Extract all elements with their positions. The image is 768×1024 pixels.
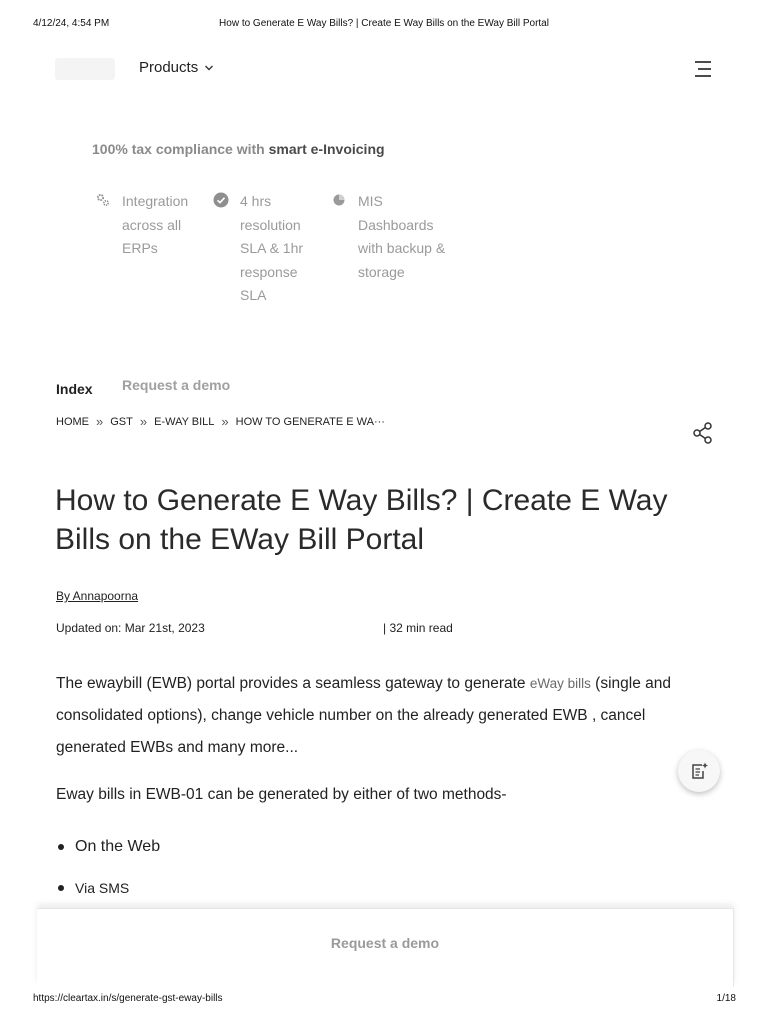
- breadcrumb-home[interactable]: HOME: [56, 415, 89, 428]
- print-url: https://cleartax.in/s/generate-gst-eway-bills: [33, 993, 223, 1004]
- updated-date: Updated on: Mar 21st, 2023: [56, 621, 205, 635]
- request-demo-button[interactable]: Request a demo: [330, 935, 440, 951]
- breadcrumb-separator: »: [221, 414, 229, 429]
- feature-sla: 4 hrs resolution SLA & 1hr response SLA: [240, 193, 304, 304]
- gears-icon: [96, 193, 110, 207]
- promo-text: 100% tax compliance with: [92, 141, 269, 157]
- breadcrumb-current: HOW TO GENERATE E WA···: [235, 415, 385, 428]
- notes-fab-button[interactable]: [678, 750, 720, 792]
- breadcrumb-separator: »: [139, 414, 148, 429]
- index-tab[interactable]: Index: [56, 381, 93, 397]
- page-title: How to Generate E Way Bills? | Create E Way Bills on the EWay Bill Portal: [55, 484, 668, 556]
- bullet-dot: [58, 885, 64, 891]
- intro-paragraph: [56, 668, 676, 764]
- products-menu[interactable]: [139, 59, 214, 76]
- breadcrumb-gst[interactable]: GST: [110, 415, 133, 428]
- list-item-text: Via SMS: [75, 880, 130, 896]
- promo-highlight: smart e-Invoicing: [268, 141, 385, 157]
- breadcrumb: [56, 414, 385, 429]
- feature-mis: MIS Dashboards with backup & storage: [358, 193, 446, 280]
- promo-headline: [92, 141, 385, 157]
- hamburger-menu-icon[interactable]: [692, 60, 714, 78]
- notes-sparkle-icon: [689, 761, 709, 781]
- intro-text-end: (single and consolidated options), change vehicle number on the already generated EWB , cancel generated EWBs and many more...: [56, 675, 671, 756]
- feature-integration: Integration across all ERPs: [122, 193, 189, 257]
- methods-list: [56, 835, 160, 900]
- print-date: 4/12/24, 4:54 PM: [33, 18, 110, 29]
- breadcrumb-separator: »: [96, 414, 104, 429]
- list-item-text: On the Web: [75, 838, 161, 855]
- site-logo[interactable]: [55, 58, 115, 80]
- intro-text-start: The ewaybill (EWB) portal provides a seamless gateway to generate: [56, 675, 530, 692]
- author-link[interactable]: By Annapoorna: [56, 589, 139, 603]
- print-title: How to Generate E Way Bills? | Create E Way Bills on the EWay Bill Portal: [219, 18, 549, 29]
- bullet-dot: [58, 844, 64, 850]
- list-item: [56, 876, 160, 900]
- chevron-down-icon: [204, 63, 214, 73]
- methods-paragraph: Eway bills in EWB-01 can be generated by either of two methods-: [56, 786, 507, 803]
- read-time: | 32 min read: [383, 621, 453, 635]
- eway-bills-link[interactable]: eWay bills: [529, 676, 591, 691]
- list-item: [56, 835, 160, 859]
- check-circle-icon: [213, 192, 229, 208]
- breadcrumb-eway-bill[interactable]: E-WAY BILL: [154, 415, 215, 428]
- print-page-number: 1/18: [716, 993, 736, 1004]
- request-demo-tab[interactable]: Request a demo: [122, 377, 231, 393]
- products-label: Products: [139, 59, 199, 76]
- share-icon[interactable]: [692, 421, 714, 445]
- pie-chart-icon: [332, 193, 346, 207]
- sticky-bottom-bar: [37, 908, 734, 987]
